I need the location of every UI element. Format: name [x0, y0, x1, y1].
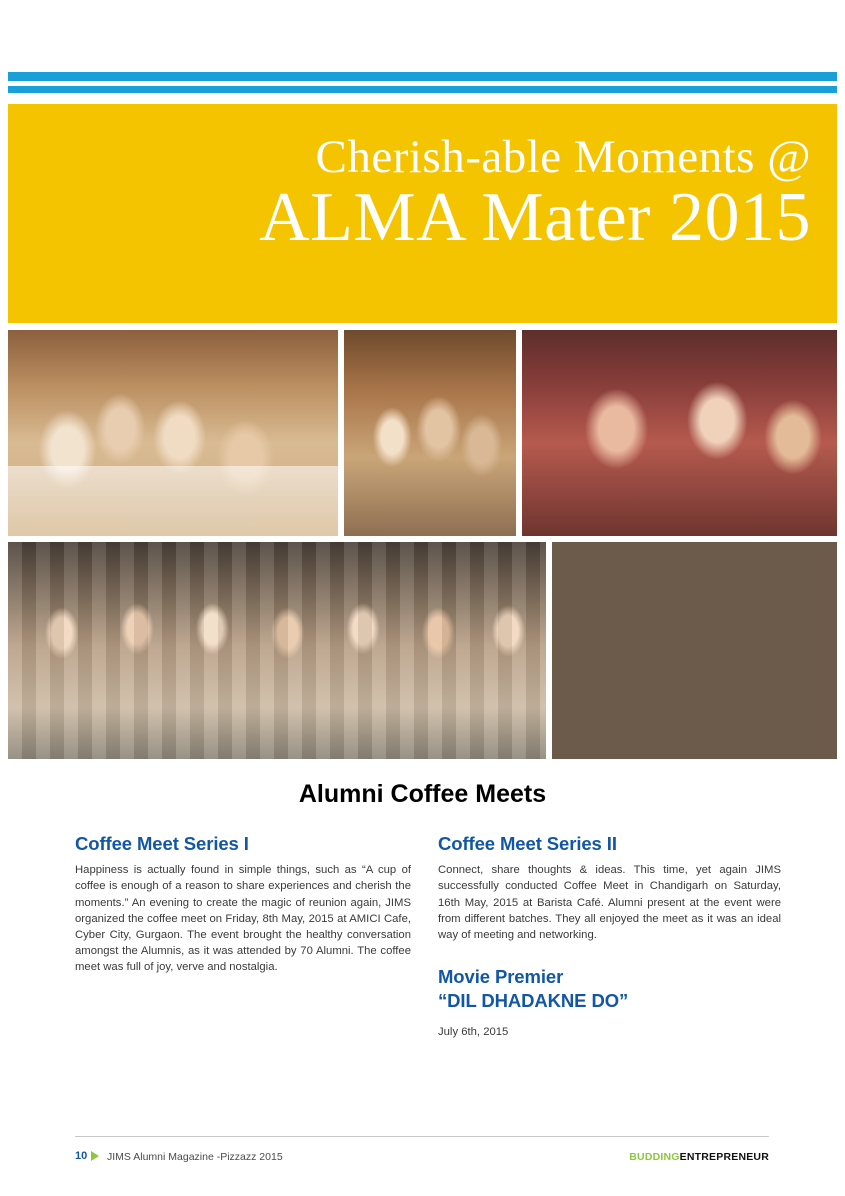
gallery-photo-group-placard [8, 542, 546, 759]
column-coffee-meet-series-i [75, 833, 411, 976]
page-title [8, 131, 811, 256]
column-heading-series-ii: Coffee Meet Series II [438, 833, 617, 854]
header-rule-secondary [8, 86, 837, 93]
arrow-right-icon [91, 1151, 99, 1161]
page-title-line-1: Cherish-able Moments @ [315, 131, 811, 183]
gallery-photo-banner-trio [552, 542, 837, 759]
footer-brand [629, 1151, 769, 1163]
footer-brand-second: ENTREPRENEUR [679, 1151, 769, 1163]
gallery-photo-three-alumni [344, 330, 516, 536]
page-title-band [8, 104, 837, 323]
gallery-row-1 [8, 330, 837, 536]
page-footer [75, 1148, 769, 1168]
column-heading-series-i: Coffee Meet Series I [75, 833, 249, 854]
movie-premier-title: “DIL DHADAKNE DO” [438, 990, 629, 1012]
gallery-photo-cafe-table [8, 330, 338, 536]
column-body-series-i: Happiness is actually found in simple things, such as “A cup of coffee is enough of a reason to share experiences and cherish the moments.” An evening to create the magic of reunion again, JIMS organized the coffee meet on Friday, 8th May, 2015 at AMICI Cafe, Cyber City, Gurgaon. The event brought the healthy conversation amongst the Alumnis, as it was attended by 70 Alumni. The coffee meet was full of joy, verve and nostalgia. [75, 864, 411, 974]
column-body-series-ii: Connect, share thoughts & ideas. This time, yet again JIMS successfully conducted Coffee Meet in Chandigarh on Saturday, 16th May, 2015 at Barista Café. Alumni present at the event were from different batches. They all enjoyed the meet as it was an ideal way of meeting and networking. [438, 864, 781, 942]
movie-premier-heading: Movie Premier [438, 966, 564, 988]
movie-premier-date: July 6th, 2015 [438, 1026, 509, 1039]
photo-gallery [8, 330, 837, 759]
page-number: 10 [75, 1150, 88, 1162]
column-coffee-meet-series-ii [438, 833, 781, 1040]
footer-divider [75, 1136, 769, 1137]
footer-brand-first: BUDDING [629, 1151, 680, 1163]
section-title: Alumni Coffee Meets [298, 780, 547, 808]
gallery-row-2 [8, 542, 837, 759]
movie-premier-block [438, 965, 781, 1040]
footer-magazine-text: JIMS Alumni Magazine -Pizzazz 2015 [107, 1151, 283, 1163]
page-title-line-2: ALMA Mater 2015 [259, 179, 811, 256]
header-rule-primary [8, 72, 837, 81]
gallery-photo-lounge-pair [522, 330, 837, 536]
